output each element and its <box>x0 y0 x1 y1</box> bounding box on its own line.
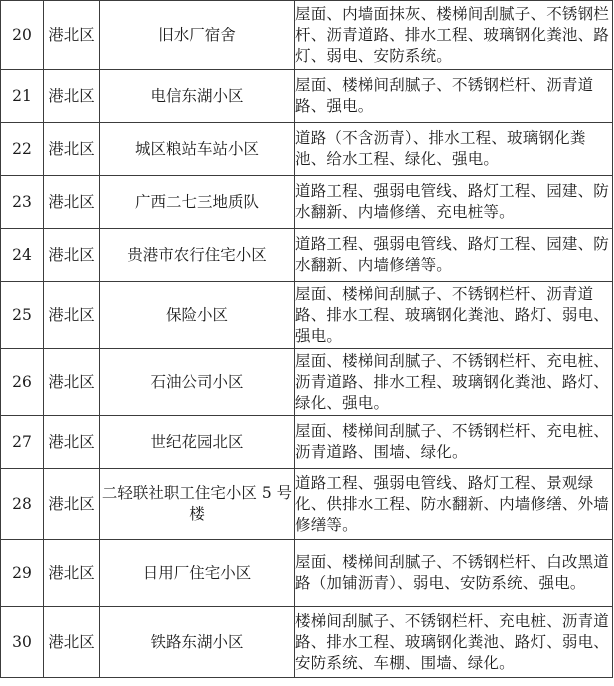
row-district: 港北区 <box>44 282 100 349</box>
row-renovation-scope: 楼梯间刮腻子、不锈钢栏杆、充电桩、沥青道路、排水工程、玻璃钢化粪池、路灯、弱电、安防系统、车棚、围墙、绿化。 <box>295 607 613 678</box>
row-district: 港北区 <box>44 540 100 607</box>
row-community-name: 日用厂住宅小区 <box>100 540 295 607</box>
row-community-name: 世纪花园北区 <box>100 416 295 469</box>
row-renovation-scope: 道路工程、强弱电管线、路灯工程、园建、防水翻新、内墙修缮、充电桩等。 <box>295 176 613 229</box>
row-number: 25 <box>1 282 44 349</box>
row-number: 20 <box>1 1 44 70</box>
table-row <box>1 349 613 416</box>
row-renovation-scope: 屋面、楼梯间刮腻子、不锈钢栏杆、沥青道路、强电。 <box>295 70 613 123</box>
table-row <box>1 123 613 176</box>
row-community-name: 二轻联社职工住宅小区 5 号楼 <box>100 469 295 540</box>
row-renovation-scope: 屋面、楼梯间刮腻子、不锈钢栏杆、充电桩、沥青道路、排水工程、玻璃钢化粪池、路灯、绿化、强电。 <box>295 349 613 416</box>
row-renovation-scope: 屋面、楼梯间刮腻子、不锈钢栏杆、白改黑道路（加铺沥青）、弱电、安防系统、强电。 <box>295 540 613 607</box>
table-row <box>1 229 613 282</box>
row-district: 港北区 <box>44 229 100 282</box>
row-community-name: 保险小区 <box>100 282 295 349</box>
row-district: 港北区 <box>44 349 100 416</box>
row-renovation-scope: 屋面、楼梯间刮腻子、不锈钢栏杆、沥青道路、排水工程、玻璃钢化粪池、路灯、弱电、强电。 <box>295 282 613 349</box>
row-renovation-scope: 屋面、楼梯间刮腻子、不锈钢栏杆、充电桩、沥青道路、围墙、绿化。 <box>295 416 613 469</box>
row-number: 21 <box>1 70 44 123</box>
row-district: 港北区 <box>44 176 100 229</box>
table-row <box>1 176 613 229</box>
row-number: 27 <box>1 416 44 469</box>
row-district: 港北区 <box>44 469 100 540</box>
table-row <box>1 1 613 70</box>
row-number: 29 <box>1 540 44 607</box>
table-row <box>1 469 613 540</box>
row-number: 23 <box>1 176 44 229</box>
table-row <box>1 282 613 349</box>
row-district: 港北区 <box>44 1 100 70</box>
row-number: 22 <box>1 123 44 176</box>
table-row <box>1 416 613 469</box>
row-community-name: 石油公司小区 <box>100 349 295 416</box>
table-row <box>1 70 613 123</box>
row-district: 港北区 <box>44 70 100 123</box>
row-number: 26 <box>1 349 44 416</box>
row-district: 港北区 <box>44 607 100 678</box>
row-district: 港北区 <box>44 123 100 176</box>
row-community-name: 城区粮站车站小区 <box>100 123 295 176</box>
row-number: 28 <box>1 469 44 540</box>
table-row <box>1 607 613 678</box>
row-renovation-scope: 道路工程、强弱电管线、路灯工程、园建、防水翻新、内墙修缮等。 <box>295 229 613 282</box>
row-number: 24 <box>1 229 44 282</box>
row-district: 港北区 <box>44 416 100 469</box>
table-row <box>1 540 613 607</box>
row-community-name: 铁路东湖小区 <box>100 607 295 678</box>
row-community-name: 旧水厂宿舍 <box>100 1 295 70</box>
row-renovation-scope: 道路（不含沥青）、排水工程、玻璃钢化粪池、给水工程、绿化、强电。 <box>295 123 613 176</box>
row-community-name: 贵港市农行住宅小区 <box>100 229 295 282</box>
row-renovation-scope: 屋面、内墙面抹灰、楼梯间刮腻子、不锈钢栏杆、沥青道路、排水工程、玻璃钢化粪池、路灯、弱电、安防系统。 <box>295 1 613 70</box>
row-renovation-scope: 道路工程、强弱电管线、路灯工程、景观绿化、供排水工程、防水翻新、内墙修缮、外墙修缮等。 <box>295 469 613 540</box>
row-community-name: 电信东湖小区 <box>100 70 295 123</box>
row-number: 30 <box>1 607 44 678</box>
row-community-name: 广西二七三地质队 <box>100 176 295 229</box>
